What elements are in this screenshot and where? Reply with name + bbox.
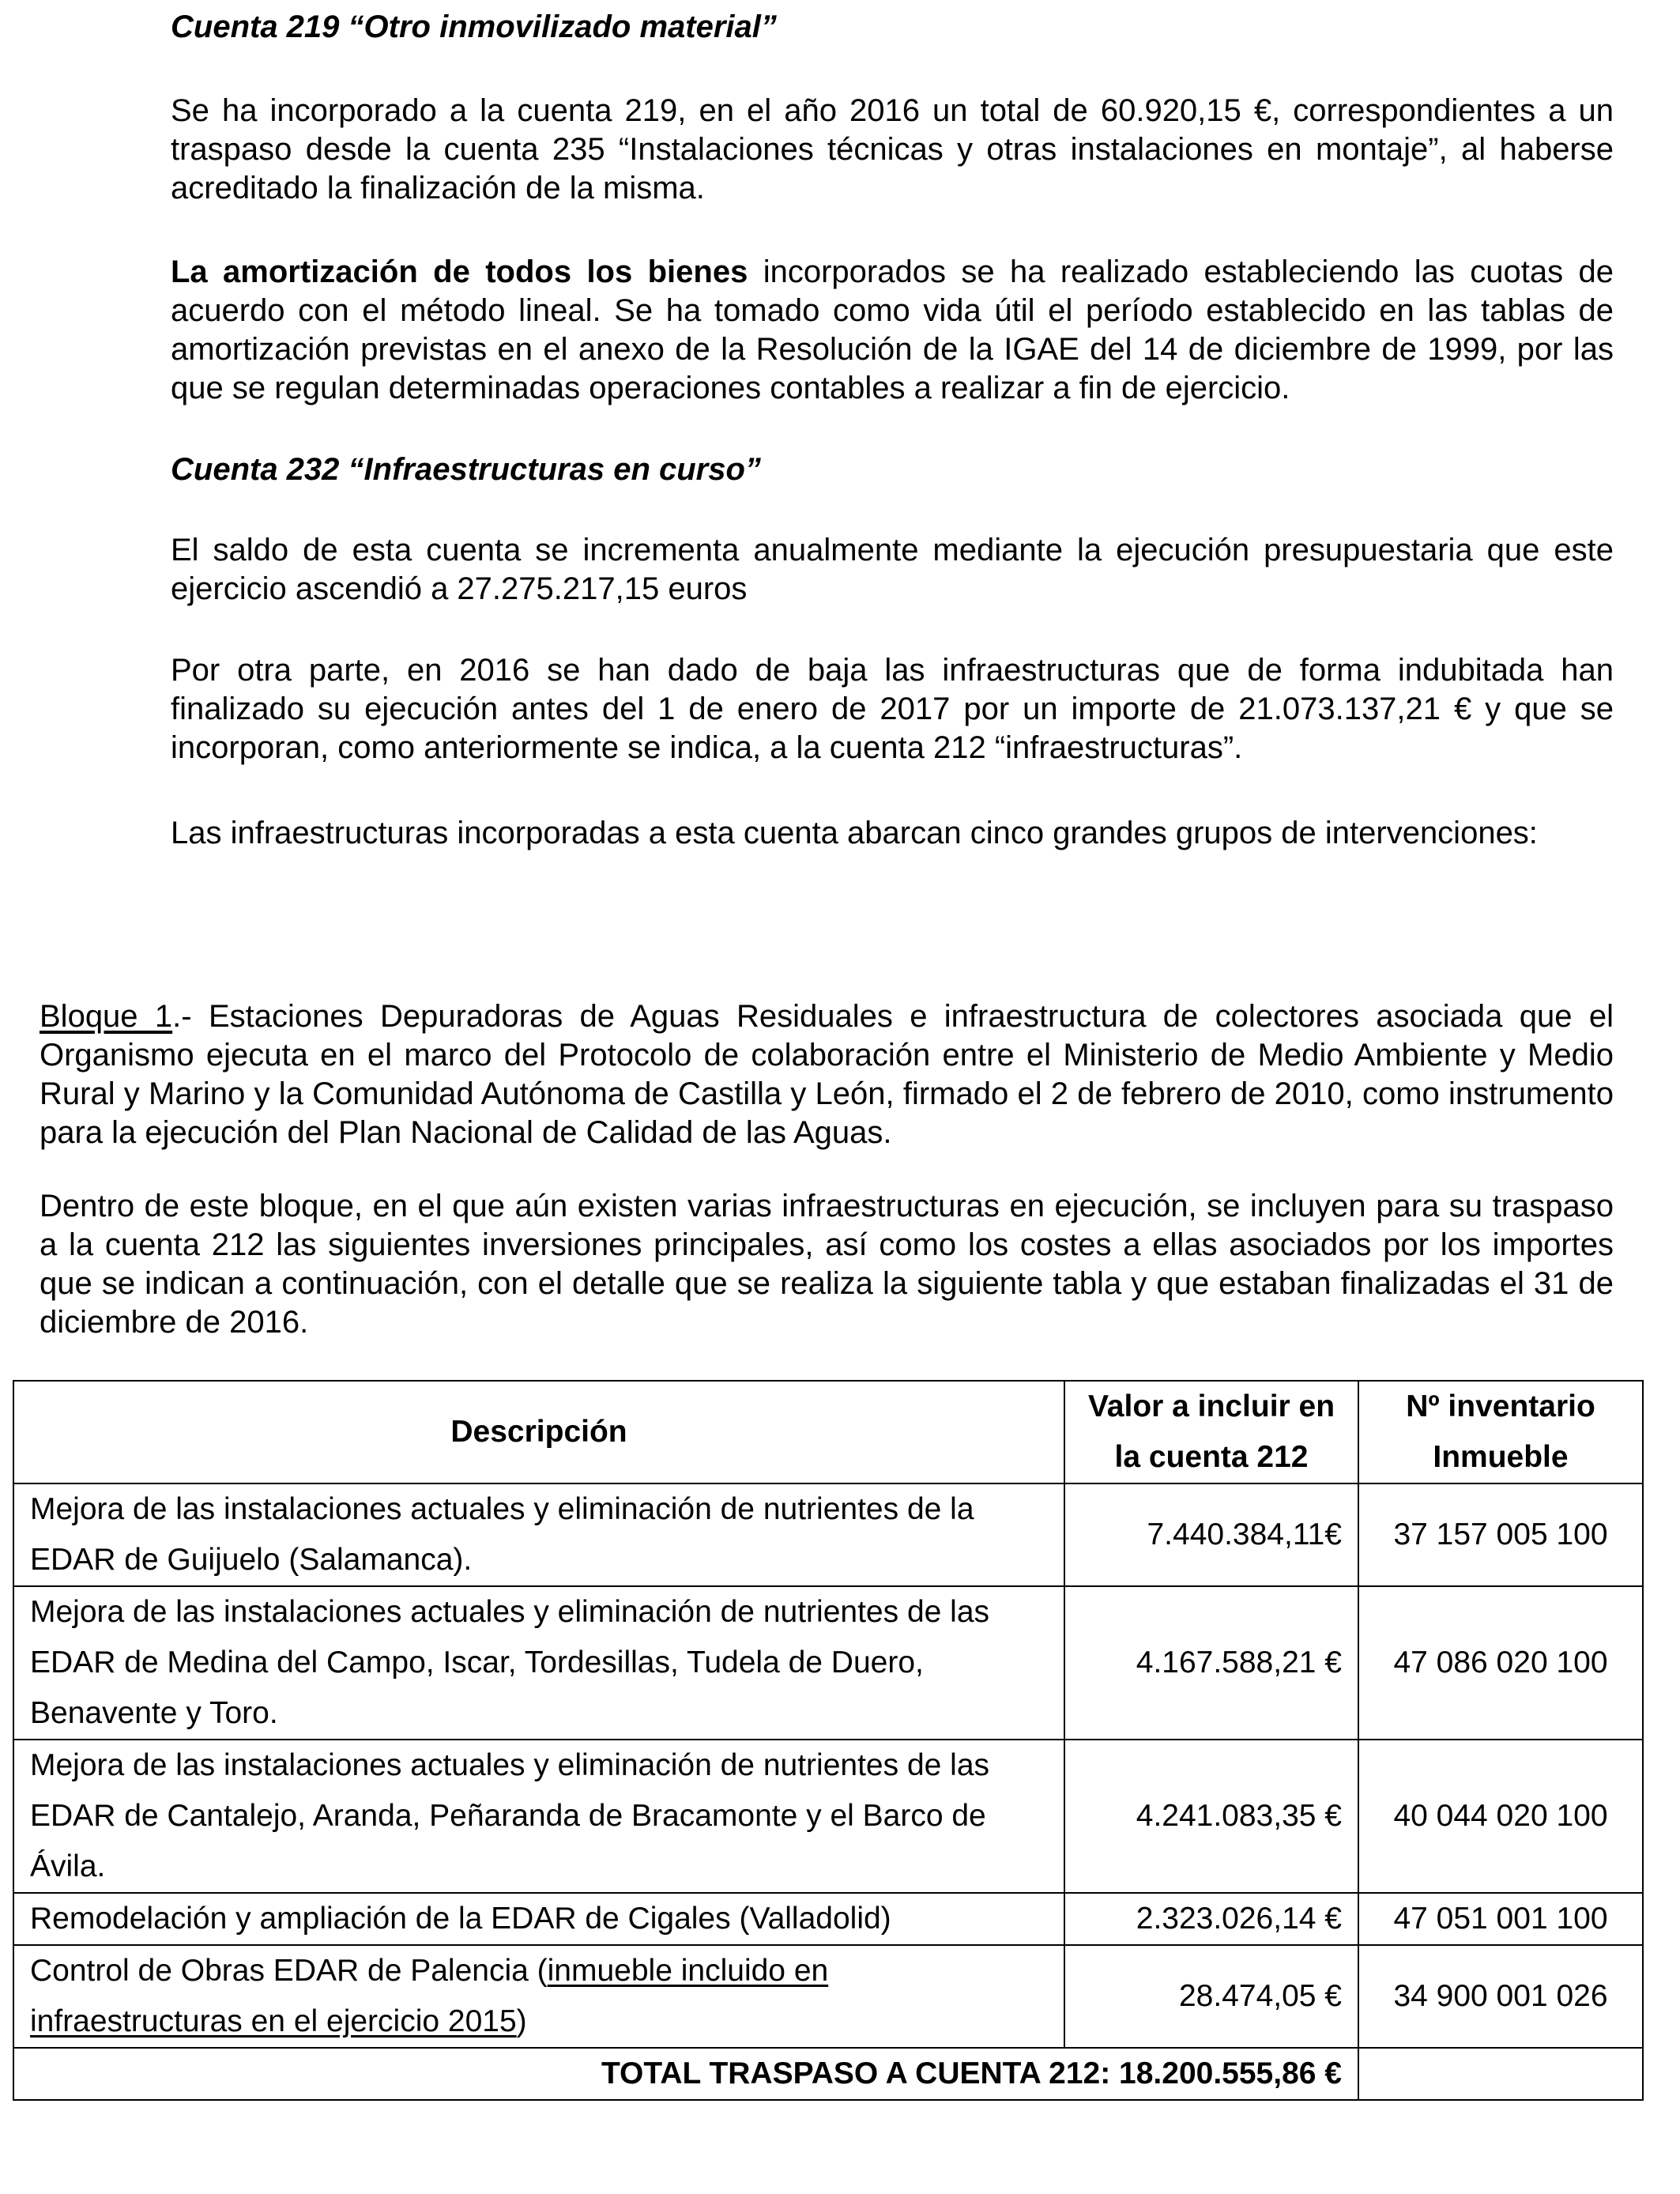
bloque-1-text: .- Estaciones Depuradoras de Aguas Residuales e infraestructura de colectores asociada que el Organismo ejecuta en el marco del Protocolo de colaboración entre el Ministerio de Medio Ambiente y Medio Rural y Marino y la Comunidad Autónoma de Castilla y León, firmado el 2 de febrero de 2010, como instrumento para la ejecución del Plan Nacional de Calidad de las Aguas. <box>40 999 1614 1150</box>
row-value: 4.167.588,21 € <box>1064 1586 1358 1740</box>
table-row <box>13 1483 1643 1586</box>
amortizacion-bold-lead: La amortización de todos los bienes <box>171 254 748 289</box>
paragraph-amortizacion <box>171 253 1614 408</box>
row-description-suffix: ) <box>516 2004 527 2038</box>
table-row <box>13 1945 1643 2048</box>
table-row <box>13 1740 1643 1893</box>
row-description: Mejora de las instalaciones actuales y eliminación de nutrientes de las EDAR de Cantalejo, Aranda, Peñaranda de Bracamonte y el Barco de Ávila. <box>13 1740 1064 1893</box>
heading-cuenta-219: Cuenta 219 “Otro inmovilizado material” <box>171 9 777 44</box>
total-empty-cell <box>1358 2048 1643 2100</box>
bloque-1-label: Bloque 1 <box>40 999 173 1034</box>
row-value: 4.241.083,35 € <box>1064 1740 1358 1893</box>
header-valor: Valor a incluir en la cuenta 212 <box>1064 1381 1358 1483</box>
row-value: 2.323.026,14 € <box>1064 1893 1358 1945</box>
paragraph-cuenta-219-traspaso: Se ha incorporado a la cuenta 219, en el año 2016 un total de 60.920,15 €, correspondientes a un traspaso desde la cuenta 235 “Instalaciones técnicas y otras instalaciones en montaje”, al haberse acreditado la finalización de la misma. <box>171 93 1614 205</box>
table-row <box>13 1586 1643 1740</box>
paragraph-grupos-intervenciones: Las infraestructuras incorporadas a esta cuenta abarcan cinco grandes grupos de intervenciones: <box>171 816 1538 850</box>
paragraph-bajas-infraestructuras: Por otra parte, en 2016 se han dado de baja las infraestructuras que de forma indubitada han finalizado su ejecución antes del 1 de enero de 2017 por un importe de 21.073.137,21 € y que se incorporan, como anteriormente se indica, a la cuenta 212 “infraestructuras”. <box>171 653 1614 765</box>
paragraph-bloque-1-detalle: Dentro de este bloque, en el que aún existen varias infraestructuras en ejecución, se incluyen para su traspaso a la cuenta 212 las siguientes inversiones principales, así como los costes a ellas asociados por los importes que se indican a continuación, con el detalle que se realiza la siguiente tabla y que estaban finalizadas el 31 de diciembre de 2016. <box>40 1189 1614 1340</box>
paragraph-saldo-cuenta-232: El saldo de esta cuenta se incrementa anualmente mediante la ejecución presupuestaria que este ejercicio ascendió a 27.275.217,15 euros <box>171 533 1614 606</box>
row-description-prefix: Control de Obras EDAR de Palencia ( <box>30 1954 548 1988</box>
row-inventory-number: 47 051 001 100 <box>1358 1893 1643 1945</box>
heading-cuenta-232: Cuenta 232 “Infraestructuras en curso” <box>171 452 761 487</box>
row-value: 28.474,05 € <box>1064 1945 1358 2048</box>
row-inventory-number: 37 157 005 100 <box>1358 1483 1643 1586</box>
amortizacion-text: incorporados se ha realizado estableciendo las cuotas de acuerdo con el método lineal. Se ha tomado como vida útil el período establecido en las tablas de amortización previstas en el anexo de la Resolución de la IGAE del 14 de diciembre de 1999, por las que se regulan determinadas operaciones contables a realizar a fin de ejercicio. <box>171 254 1614 405</box>
row-inventory-number: 40 044 020 100 <box>1358 1740 1643 1893</box>
row-description-underlined: inmueble incluido en infraestructuras en el ejercicio 2015 <box>30 1954 829 2038</box>
row-description: Mejora de las instalaciones actuales y eliminación de nutrientes de la EDAR de Guijuelo (Salamanca). <box>13 1483 1064 1586</box>
row-description <box>13 1945 1064 2048</box>
row-description: Mejora de las instalaciones actuales y eliminación de nutrientes de las EDAR de Medina del Campo, Iscar, Tordesillas, Tudela de Duero, Benavente y Toro. <box>13 1586 1064 1740</box>
header-inventario: Nº inventario Inmueble <box>1358 1381 1643 1483</box>
inversiones-table <box>13 1380 1644 2101</box>
paragraph-bloque-1 <box>40 997 1614 1152</box>
row-value: 7.440.384,11€ <box>1064 1483 1358 1586</box>
row-inventory-number: 34 900 001 026 <box>1358 1945 1643 2048</box>
table-row <box>13 1893 1643 1945</box>
table-header-row <box>13 1381 1643 1483</box>
total-traspaso: TOTAL TRASPASO A CUENTA 212: 18.200.555,86 € <box>13 2048 1358 2100</box>
row-description: Remodelación y ampliación de la EDAR de Cigales (Valladolid) <box>13 1893 1064 1945</box>
table-total-row <box>13 2048 1643 2100</box>
header-descripcion: Descripción <box>13 1381 1064 1483</box>
row-inventory-number: 47 086 020 100 <box>1358 1586 1643 1740</box>
